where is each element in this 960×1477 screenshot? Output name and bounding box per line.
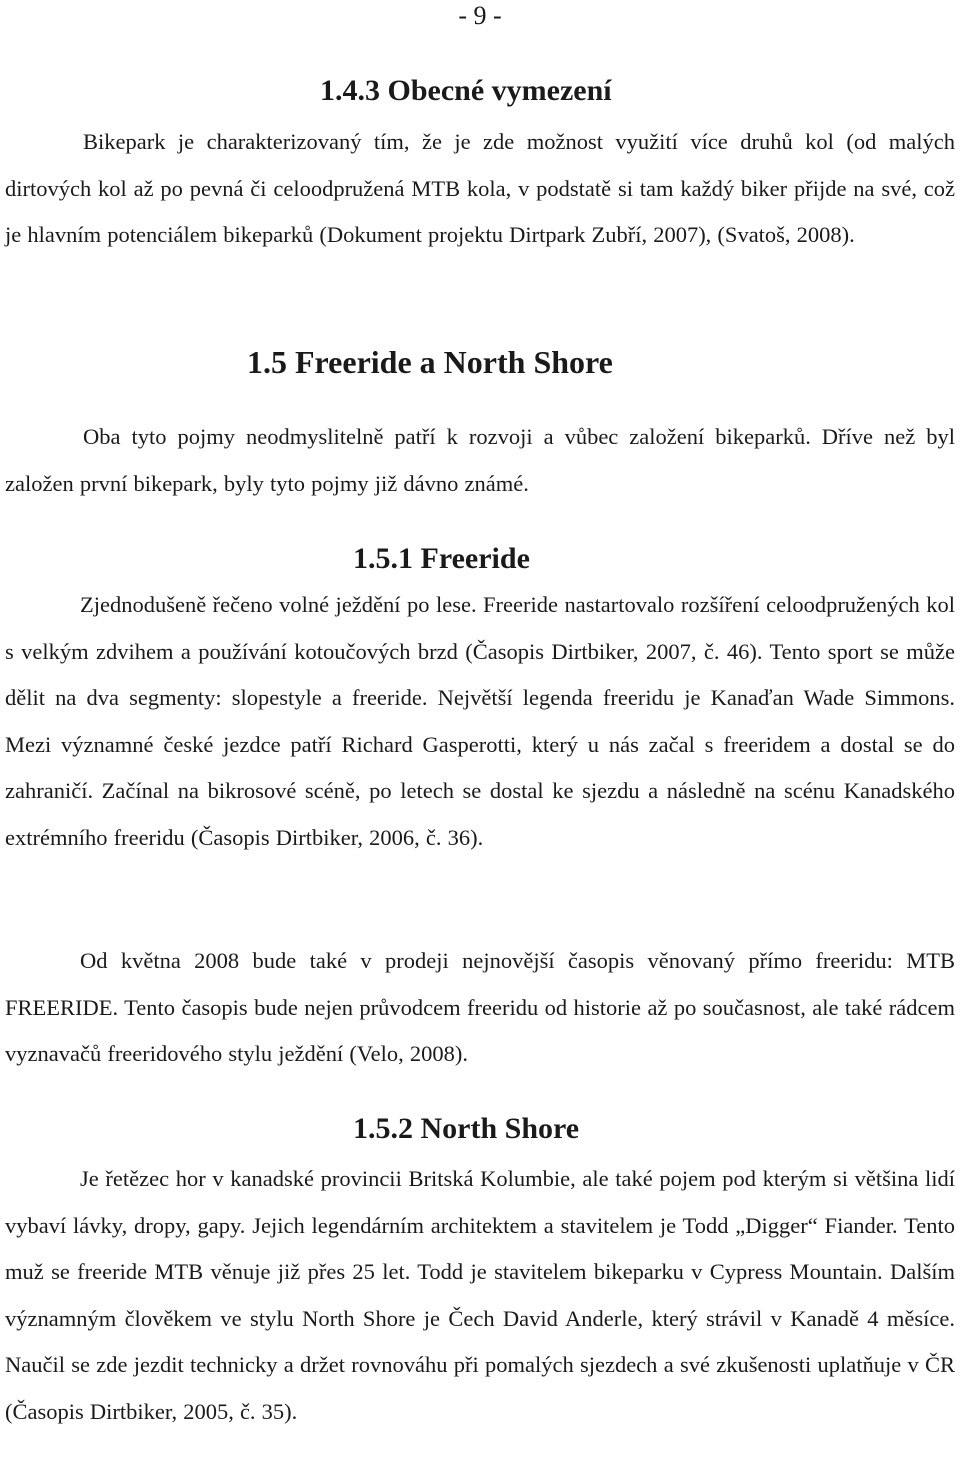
page-number: - 9 - xyxy=(458,1,502,30)
paragraph-north-shore: Je řetězec hor v kanadské provincii Britská Kolumbie, ale také pojem pod kterým si většina lidí vybaví lávky, dropy, gapy. Jejich legendárním architektem a stavitelem je Todd „Digger“ Fiander. Tento muž se freeride MTB věnuje již přes 25 let. Todd je stavitelem bikeparku v Cypress Mountain. Dalším významným člověkem ve stylu North Shore je Čech David Anderle, který strávil v Kanadě 4 měsíce. Naučil se zde jezdit technicky a držet rovnováhu při pomalých sjezdech a své zkušenosti uplatňuje v ČR (Časopis Dirtbiker, 2005, č. 35). xyxy=(5,1166,955,1424)
heading-1-5-1: 1.5.1 Freeride xyxy=(353,542,530,575)
paragraph-freeride-north-shore-intro: Oba tyto pojmy neodmyslitelně patří k rozvoji a vůbec založení bikeparků. Dříve než byl založen první bikepark, byly tyto pojmy již dávno známé. xyxy=(5,424,955,496)
paragraph-obecne-vymezeni: Bikepark je charakterizovaný tím, že je zde možnost využití více druhů kol (od malých dirtových kol až po pevná či celoodpružená MTB kola, v podstatě si tam každý biker přijde na své, což je hlavním potenciálem bikeparků (Dokument projektu Dirtpark Zubří, 2007), (Svatoš, 2008). xyxy=(5,129,955,247)
paragraph-freeride-2: Od května 2008 bude také v prodeji nejnovější časopis věnovaný přímo freeridu: MTB FREERIDE. Tento časopis bude nejen průvodcem freeridu od historie až po současnost, ale také rádcem vyznavačů freeridového stylu ježdění (Velo, 2008). xyxy=(5,948,955,1066)
heading-1-4-3: 1.4.3 Obecné vymezení xyxy=(320,74,612,107)
paragraph-freeride-1: Zjednodušeně řečeno volné ježdění po lese. Freeride nastartovalo rozšíření celoodpružených kol s velkým zdvihem a používání kotoučových brzd (Časopis Dirtbiker, 2007, č. 46). Tento sport se může dělit na dva segmenty: slopestyle a freeride. Největší legenda freeridu je Kanaďan Wade Simmons. Mezi významné české jezdce patří Richard Gasperotti, který u nás začal s freeridem a dostal se do zahraničí. Začínal na bikrosové scéně, po letech se dostal ke sjezdu a následně na scénu Kanadského extrémního freeridu (Časopis Dirtbiker, 2006, č. 36). xyxy=(5,592,955,850)
heading-1-5-2: 1.5.2 North Shore xyxy=(353,1112,580,1145)
heading-1-5: 1.5 Freeride a North Shore xyxy=(247,344,613,380)
